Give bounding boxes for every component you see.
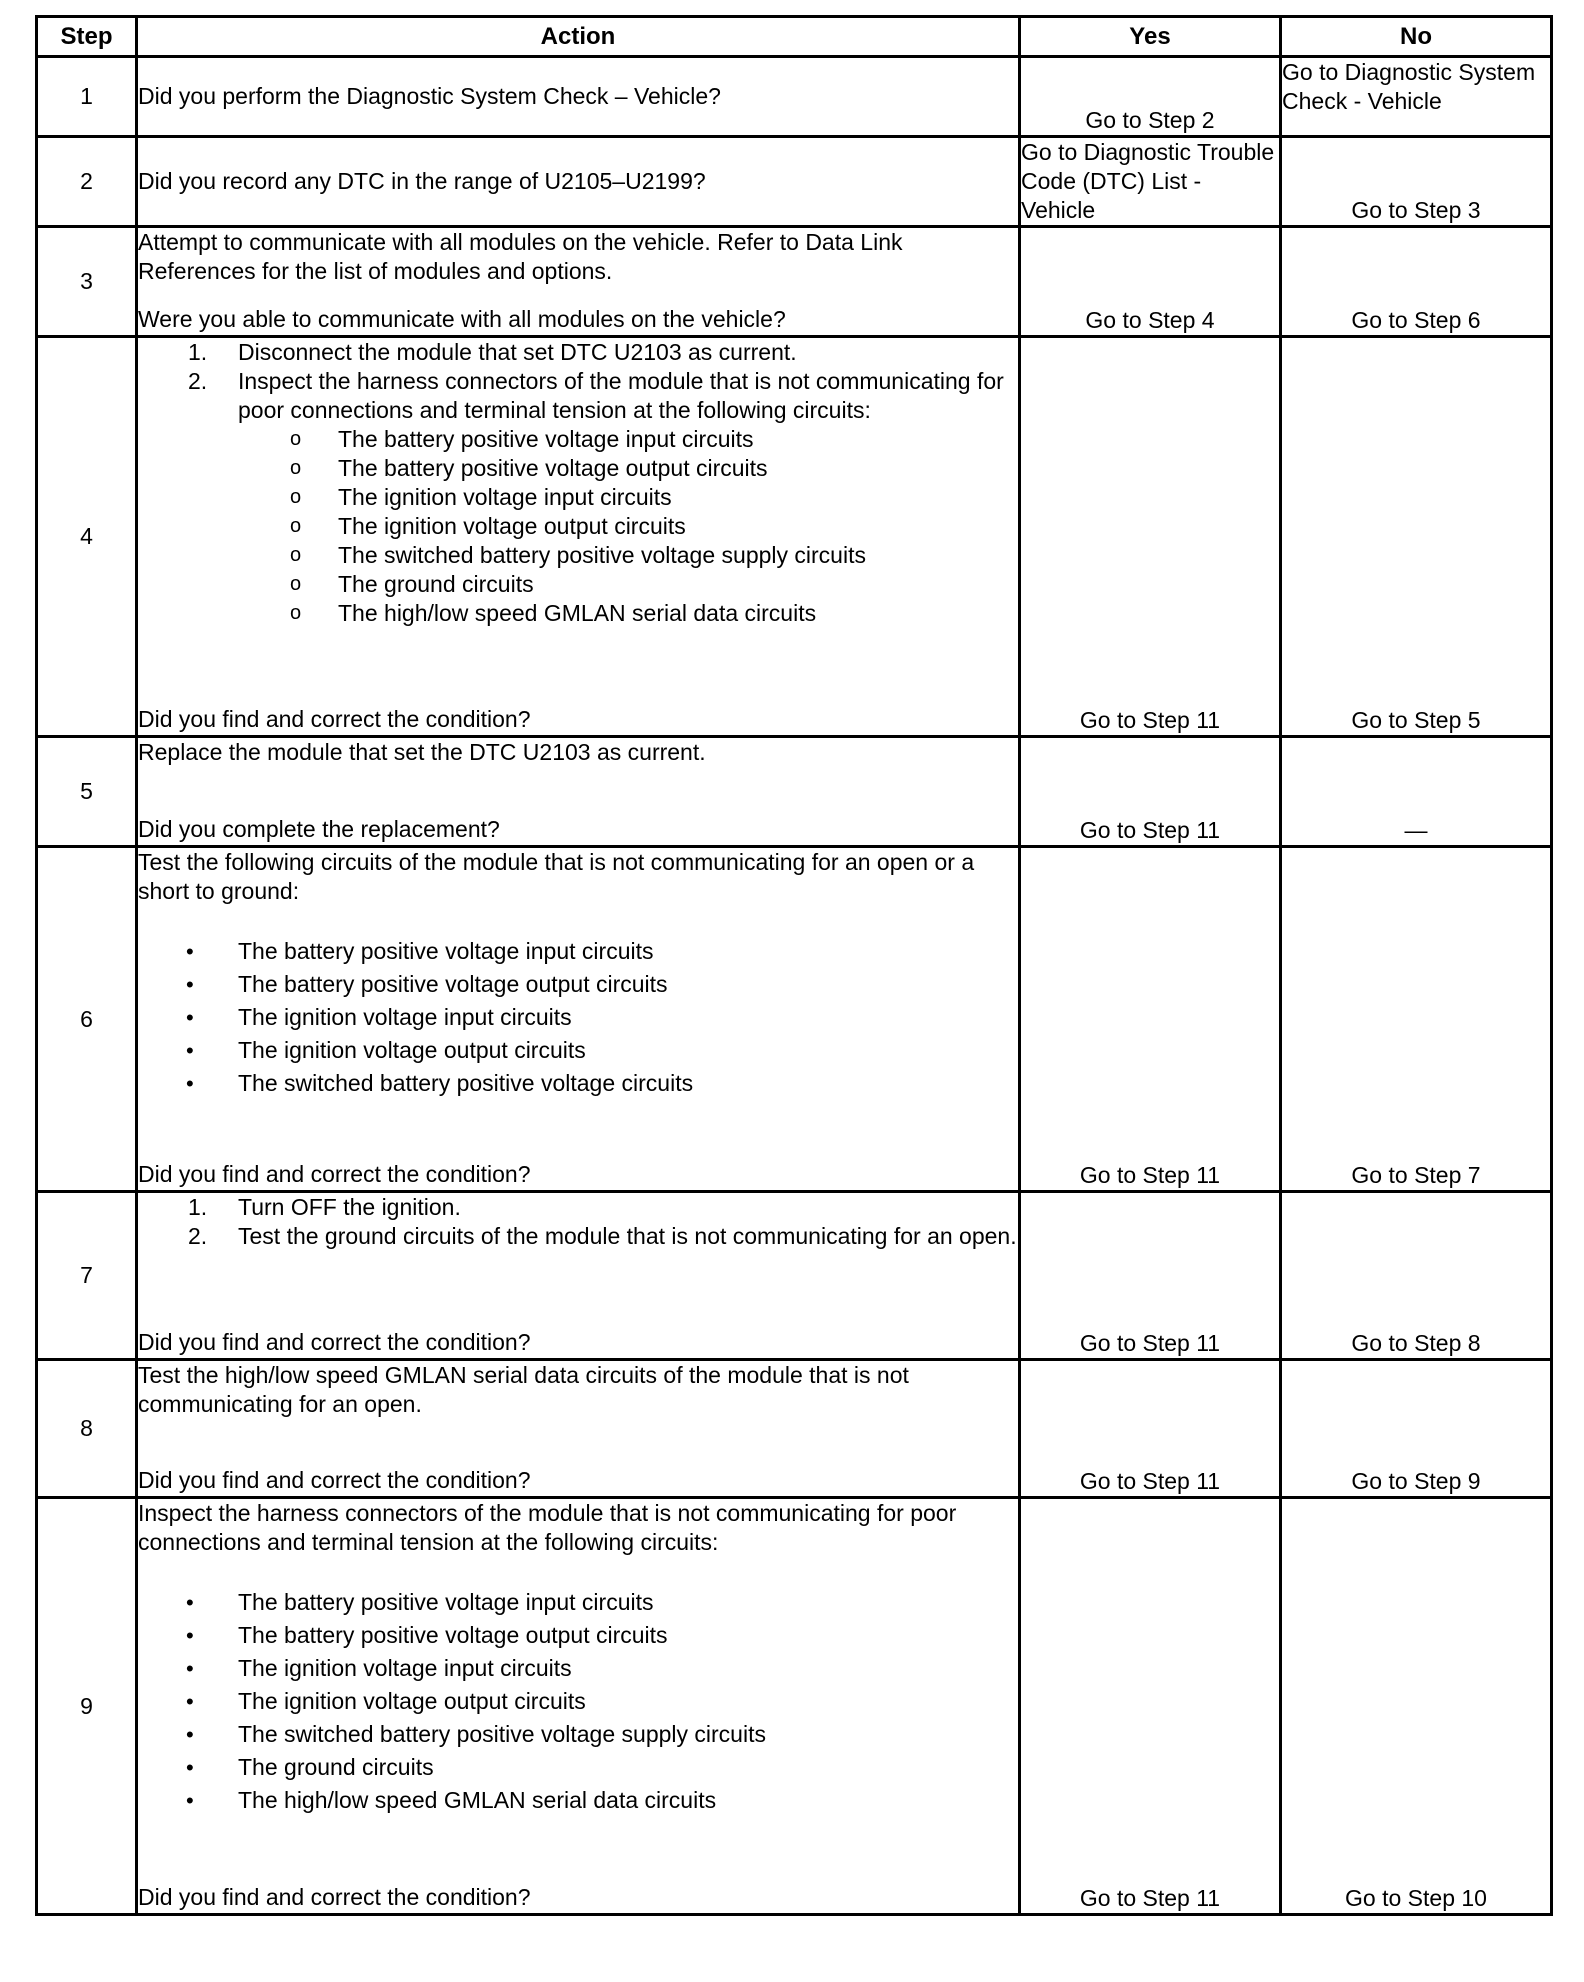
action-text: Inspect the harness connectors of the module that is not communicating for poor connections and terminal tension at the following circuits: (138, 1500, 957, 1555)
action-text: Replace the module that set the DTC U2103 as current. (138, 739, 706, 765)
yes-cell: Go to Step 11 (1020, 847, 1281, 1192)
table-row (37, 737, 1552, 847)
action-cell (137, 1192, 1020, 1360)
step-number: 1 (37, 57, 137, 137)
bullet-icon: • (186, 1656, 194, 1681)
question-text: Were you able to communicate with all modules on the vehicle? (138, 306, 786, 332)
list-item: 1. Turn OFF the ignition. (188, 1194, 461, 1220)
action-cell (137, 1498, 1020, 1915)
no-cell: Go to Step 5 (1281, 337, 1552, 737)
bullet-icon: • (186, 1722, 194, 1747)
header-row (37, 17, 1552, 57)
question-text: Did you find and correct the condition? (138, 1467, 531, 1493)
bullet-icon: • (186, 1689, 194, 1714)
list-item: • The battery positive voltage input circuits (138, 935, 1018, 968)
no-cell: Go to Step 6 (1281, 227, 1552, 337)
yes-cell: Go to Diagnostic Trouble Code (DTC) List - Vehicle (1020, 137, 1281, 227)
numbered-list (138, 1193, 1018, 1251)
action-cell (137, 847, 1020, 1192)
yes-cell: Go to Step 2 (1020, 57, 1281, 137)
question-text: Did you find and correct the condition? (138, 706, 531, 732)
table-row (37, 847, 1552, 1192)
list-item: o The ignition voltage output circuits (290, 513, 686, 539)
action-cell (137, 337, 1020, 737)
list-item: • The switched battery positive voltage supply circuits (138, 1718, 1018, 1751)
table-row (37, 57, 1552, 137)
no-cell: Go to Step 9 (1281, 1360, 1552, 1498)
no-cell: — (1281, 737, 1552, 847)
yes-cell: Go to Step 11 (1020, 1360, 1281, 1498)
list-item: • The ignition voltage input circuits (138, 1652, 1018, 1685)
question-text: Did you complete the replacement? (138, 816, 500, 842)
list-item: o The battery positive voltage input circuits (290, 426, 754, 452)
list-item: • The high/low speed GMLAN serial data circuits (138, 1784, 1018, 1817)
yes-cell: Go to Step 11 (1020, 737, 1281, 847)
action-text: Test the following circuits of the module that is not communicating for an open or a short to ground: (138, 849, 975, 904)
list-item: o The ground circuits (290, 571, 534, 597)
step-number: 3 (37, 227, 137, 337)
circle-bullet-icon: o (290, 544, 302, 566)
table-row (37, 1498, 1552, 1915)
list-item: o The high/low speed GMLAN serial data circuits (290, 600, 817, 626)
step-number: 5 (37, 737, 137, 847)
step-number: 9 (37, 1498, 137, 1915)
circle-bullet-icon: o (290, 428, 302, 450)
bullet-icon: • (186, 1590, 194, 1615)
circle-bullet-icon: o (290, 515, 302, 537)
list-item: • The battery positive voltage input circuits (138, 1586, 1018, 1619)
yes-cell: Go to Step 4 (1020, 227, 1281, 337)
list-item: • The ignition voltage output circuits (138, 1034, 1018, 1067)
header-yes: Yes (1020, 17, 1281, 57)
bullet-list (138, 935, 1018, 1100)
action-cell (137, 1360, 1020, 1498)
question-text: Did you find and correct the condition? (138, 1884, 531, 1910)
bullet-icon: • (186, 1623, 194, 1648)
step-number: 7 (37, 1192, 137, 1360)
no-cell: Go to Step 7 (1281, 847, 1552, 1192)
action-cell (137, 227, 1020, 337)
yes-cell: Go to Step 11 (1020, 1192, 1281, 1360)
list-item: 2. Test the ground circuits of the module that is not communicating for an open. (188, 1223, 1017, 1249)
list-item: • The ignition voltage output circuits (138, 1685, 1018, 1718)
table-row (37, 337, 1552, 737)
no-cell: Go to Step 8 (1281, 1192, 1552, 1360)
numbered-list (138, 338, 1018, 425)
table-row (37, 137, 1552, 227)
header-step: Step (37, 17, 137, 57)
list-item: • The ignition voltage input circuits (138, 1001, 1018, 1034)
bullet-icon: • (186, 1071, 194, 1096)
step-number: 2 (37, 137, 137, 227)
circle-bullet-icon: o (290, 457, 302, 479)
action-text: Test the high/low speed GMLAN serial data circuits of the module that is not communicating for an open. (138, 1362, 909, 1417)
action-text: Attempt to communicate with all modules on the vehicle. Refer to Data Link References for the list of modules and options. (138, 229, 903, 284)
list-item: o The ignition voltage input circuits (290, 484, 672, 510)
bullet-icon: • (186, 1005, 194, 1030)
bullet-list (138, 1586, 1018, 1817)
bullet-icon: • (186, 1038, 194, 1063)
circle-bullet-icon: o (290, 573, 302, 595)
step-number: 8 (37, 1360, 137, 1498)
list-item: • The battery positive voltage output circuits (138, 968, 1018, 1001)
action-cell (137, 57, 1020, 137)
yes-cell: Go to Step 11 (1020, 1498, 1281, 1915)
question-text: Did you find and correct the condition? (138, 1329, 531, 1355)
list-item: • The ground circuits (138, 1751, 1018, 1784)
table-row (37, 1192, 1552, 1360)
header-action: Action (137, 17, 1020, 57)
header-no: No (1281, 17, 1552, 57)
no-cell: Go to Step 10 (1281, 1498, 1552, 1915)
bullet-icon: • (186, 1788, 194, 1813)
action-cell (137, 137, 1020, 227)
circle-bullet-icon: o (290, 486, 302, 508)
list-item: 2. Inspect the harness connectors of the module that is not communicating for poor connections and terminal tension at the following circuits: (188, 368, 1004, 423)
list-item: 1. Disconnect the module that set DTC U2103 as current. (188, 339, 797, 365)
table-row (37, 1360, 1552, 1498)
no-cell: Go to Diagnostic System Check - Vehicle (1281, 57, 1552, 137)
list-item: • The battery positive voltage output circuits (138, 1619, 1018, 1652)
diagnostic-table (35, 15, 1553, 1916)
bullet-icon: • (186, 1755, 194, 1780)
question-text: Did you record any DTC in the range of U2105–U2199? (138, 168, 706, 194)
bullet-icon: • (186, 939, 194, 964)
bullet-list (138, 425, 1018, 628)
list-item: • The switched battery positive voltage circuits (138, 1067, 1018, 1100)
yes-cell: Go to Step 11 (1020, 337, 1281, 737)
step-number: 6 (37, 847, 137, 1192)
step-number: 4 (37, 337, 137, 737)
question-text: Did you perform the Diagnostic System Check – Vehicle? (138, 83, 721, 109)
no-cell: Go to Step 3 (1281, 137, 1552, 227)
table-row (37, 227, 1552, 337)
question-text: Did you find and correct the condition? (138, 1161, 531, 1187)
list-item: o The switched battery positive voltage supply circuits (290, 542, 866, 568)
action-cell (137, 737, 1020, 847)
bullet-icon: • (186, 972, 194, 997)
circle-bullet-icon: o (290, 602, 302, 624)
list-item: o The battery positive voltage output circuits (290, 455, 768, 481)
